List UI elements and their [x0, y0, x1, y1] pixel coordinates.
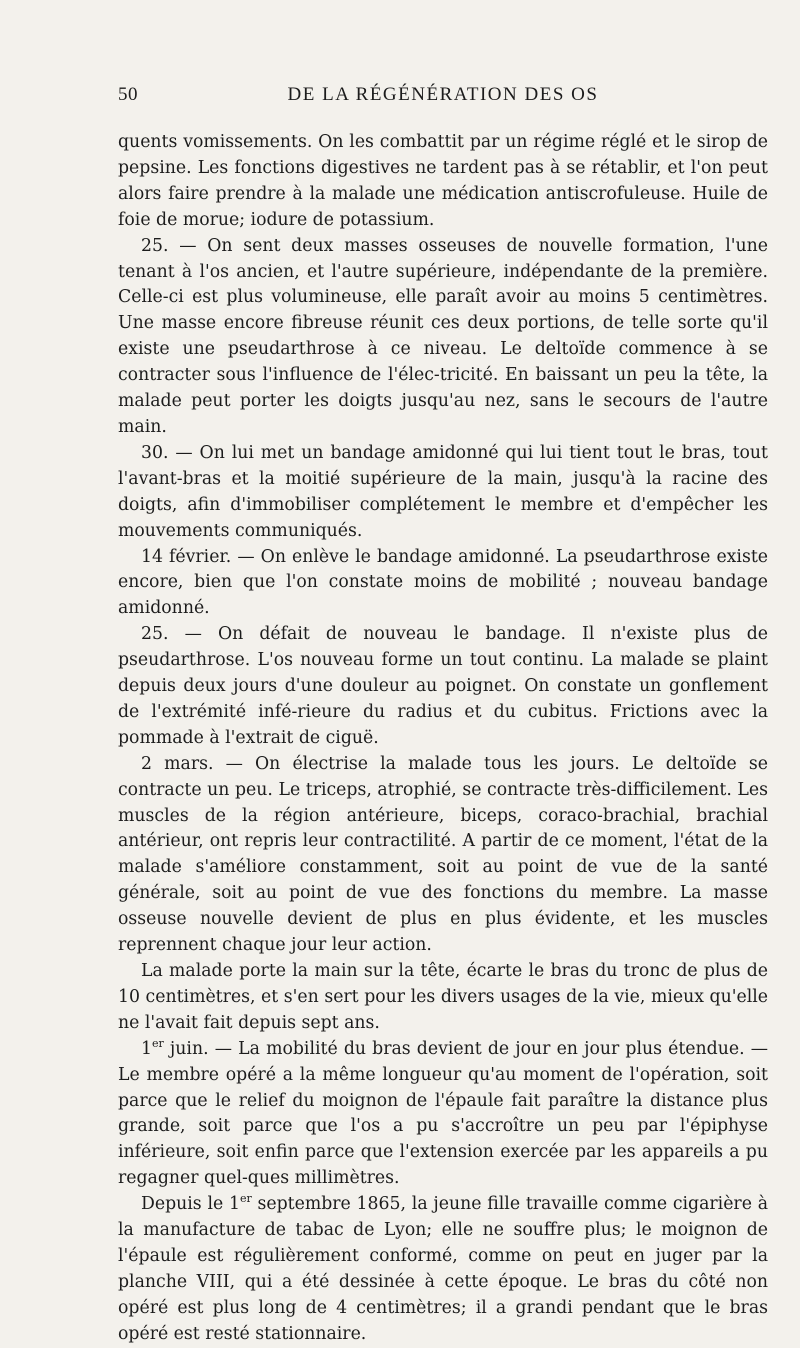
paragraph-september-1865: Depuis le 1er septembre 1865, la jeune fille travaille comme cigarière à la manufacture de tabac de Lyon; elle ne souffre plus; le moignon de l'épaule est régulièrement conformé, comme on peut en juger par la planche VIII, qui a été dessinée à cette époque. Le bras du côté non opéré est plus long de 4 centimètres; il a grandi pendant que le bras opéré est resté stationnaire.: [118, 1192, 768, 1344]
paragraph-25-january: 25. — On sent deux masses osseuses de nouvelle formation, l'une tenant à l'os ancien, et l'autre supérieure, indépendante de la première. Celle-ci est plus volumineuse, elle paraît avoir au moins 5 centimètres. Une masse encore fibreuse réunit ces deux portions, de telle sorte qu'il existe une pseudarthrose à ce niveau. Le deltoïde commence à se contracter sous l'influence de l'élec-tricité. En baissant un peu la tête, la malade peut porter les doigts jusqu'au nez, sans le secours de l'autre main.: [118, 235, 768, 437]
paragraph-2-march: 2 mars. — On électrise la malade tous les jours. Le deltoïde se contracte un peu. Le triceps, atrophié, se contracte très-difficilement. Les muscles de la région antérieure, biceps, coraco-brachial, brachial antérieur, ont repris leur contractilité. A partir de ce moment, l'état de la malade s'améliore constamment, soit au point de vue de la santé générale, soit au point de vue des fonctions du membre. La masse osseuse nouvelle devient de plus en plus évidente, et les muscles reprennent chaque jour leur action.: [118, 753, 768, 956]
paragraph-14-february: 14 février. — On enlève le bandage amidonné. La pseudarthrose existe encore, bien que l'on constate moins de mobilité ; nouveau bandage amidonné.: [118, 546, 768, 619]
paragraph-1-june: 1er juin. — La mobilité du bras devient de jour en jour plus étendue. — Le membre opéré a la même longueur qu'au moment de l'opération, soit parce que le relief du moignon de l'épaule fait paraître la distance plus grande, soit parce que l'os a pu s'accroître un peu par l'épiphyse inférieure, soit enfin parce que l'extension exercée par les appareils a pu regagner quel-ques millimètres.: [118, 1036, 768, 1189]
paragraph-mobility: La malade porte la main sur la tête, écarte le bras du tronc de plus de 10 centimètres, et s'en sert pour les divers usages de la vie, mieux qu'elle ne l'avait fait depuis sept ans.: [118, 961, 768, 1033]
paragraph-25-february: 25. — On défait de nouveau le bandage. Il n'existe plus de pseudarthrose. L'os nouveau forme un tout continu. La malade se plaint depuis deux jours d'une douleur au poignet. On constate un gonflement de l'extrémité infé-rieure du radius et du cubitus. Frictions avec la pommade à l'extrait de ciguë.: [118, 624, 768, 748]
body-text: [118, 130, 768, 1348]
running-head: [118, 84, 768, 114]
paragraph-continuation: quents vomissements. On les combattit par un régime réglé et le sirop de pepsine. Les fonctions digestives ne tardent pas à se rétablir, et l'on peut alors faire prendre à la malade une médication antiscrofuleuse. Huile de foie de morue; iodure de potassium.: [118, 132, 768, 230]
paragraph-30-january: 30. — On lui met un bandage amidonné qui lui tient tout le bras, tout l'avant-bras et la moitié supérieure de la main, jusqu'à la racine des doigts, afin d'immobiliser complétement le membre et d'empêcher les mouvements communiqués.: [118, 442, 768, 541]
book-page: [118, 84, 768, 1348]
running-title: DE LA RÉGÉNÉRATION DES OS: [287, 84, 599, 105]
page-number: 50: [118, 84, 138, 105]
